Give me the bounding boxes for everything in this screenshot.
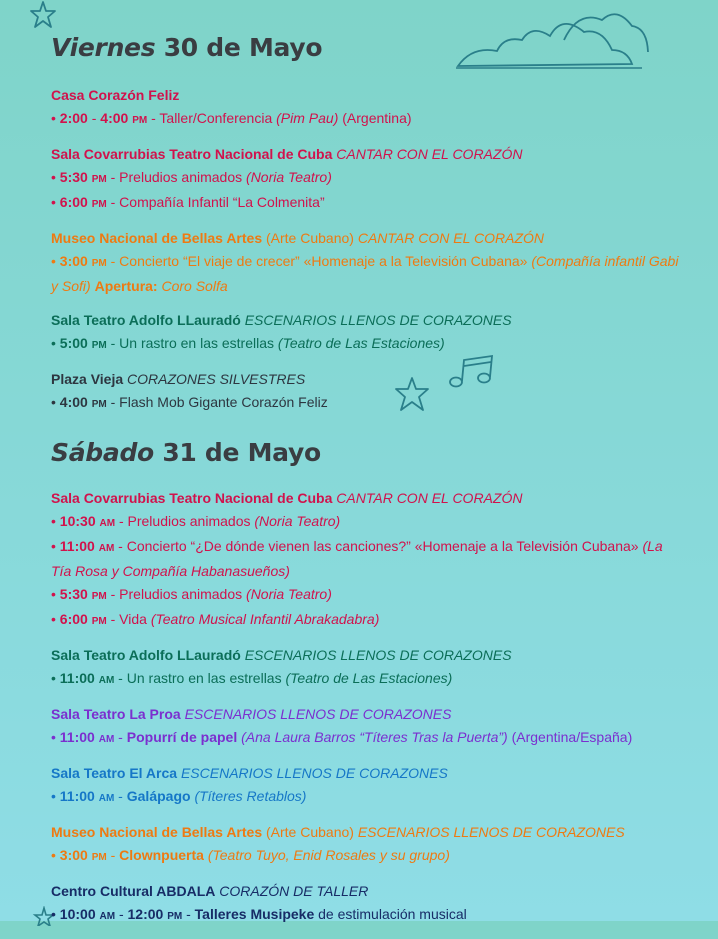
event-item: • 6:00 PM - Compañía Infantil “La Colmenita” (51, 194, 325, 210)
program-name: ESCENARIOS LLENOS DE CORAZONES (184, 706, 452, 722)
day-date: 30 de Mayo (163, 33, 323, 62)
event-item: • 4:00 PM - Flash Mob Gigante Corazón Feliz (51, 394, 328, 410)
event-item: • 5:00 PM - Un rastro en las estrellas (Teatro de Las Estaciones) (51, 335, 445, 351)
day-heading (51, 438, 321, 467)
day-schedule-saturday (51, 487, 681, 939)
program-name: ESCENARIOS LLENOS DE CORAZONES (244, 312, 512, 328)
venue-name: Casa Corazón Feliz (51, 87, 180, 103)
event-item: • 10:00 AM - 12:00 PM - Talleres Musipeke de estimulación musical (51, 906, 467, 922)
program-name: ESCENARIOS LLENOS DE CORAZONES (180, 765, 448, 781)
program-name: CORAZONES SILVESTRES (127, 371, 306, 387)
venue-name: Sala Covarrubias Teatro Nacional de Cuba (51, 490, 333, 506)
day-name: Sábado (51, 438, 154, 467)
clouds-illustration (452, 6, 652, 72)
program-name: CANTAR CON EL CORAZÓN (336, 490, 523, 506)
venue-block (51, 368, 681, 416)
venue-block (51, 762, 681, 810)
venue-name: Sala Covarrubias Teatro Nacional de Cuba (51, 146, 333, 162)
venue-name: Museo Nacional de Bellas Artes (51, 824, 263, 840)
venue-name: Sala Teatro Adolfo LLauradó (51, 647, 241, 663)
venue-block (51, 703, 681, 751)
venue-block (51, 309, 681, 357)
event-item: • 11:00 AM - Galápago (Títeres Retablos) (51, 788, 307, 804)
venue-block (51, 821, 681, 869)
day-schedule-friday (51, 84, 681, 427)
venue-name: Sala Teatro Adolfo LLauradó (51, 312, 241, 328)
event-item: • 3:00 PM - Concierto “El viaje de crecer” «Homenaje a la Televisión Cubana» (Compañía infantil Gabi y Sofi) Apertura: Coro Solfa (51, 253, 679, 294)
venue-name: Centro Cultural ABDALA (51, 883, 216, 899)
venue-name: Sala Teatro El Arca (51, 765, 178, 781)
event-item: • 10:30 AM - Preludios animados (Noria Teatro) (51, 513, 341, 529)
venue-name: Sala Teatro La Proa (51, 706, 181, 722)
venue-name: Museo Nacional de Bellas Artes (51, 230, 263, 246)
program-name: CANTAR CON EL CORAZÓN (357, 230, 544, 246)
day-date: 31 de Mayo (162, 438, 321, 467)
day-heading (51, 33, 322, 62)
event-item: • 11:00 AM - Un rastro en las estrellas (Teatro de Las Estaciones) (51, 670, 453, 686)
program-name: CORAZÓN DE TALLER (219, 883, 369, 899)
venue-qualifier: (Arte Cubano) (266, 824, 354, 840)
star-icon (28, 0, 58, 30)
event-item: • 3:00 PM - Clownpuerta (Teatro Tuyo, Enid Rosales y su grupo) (51, 847, 450, 863)
venue-name: Plaza Vieja (51, 371, 124, 387)
event-item: • 2:00 - 4:00 PM - Taller/Conferencia (Pim Pau) (Argentina) (51, 110, 412, 126)
event-item: • 6:00 PM - Vida (Teatro Musical Infantil Abrakadabra) (51, 611, 380, 627)
event-item: • 11:00 AM - Concierto “¿De dónde vienen las canciones?” «Homenaje a la Televisión Cubana» (La Tía Rosa y Compañía Habanasueños) (51, 538, 663, 579)
day-name: Viernes (51, 33, 156, 62)
program-name: CANTAR CON EL CORAZÓN (336, 146, 523, 162)
program-name: ESCENARIOS LLENOS DE CORAZONES (357, 824, 625, 840)
venue-qualifier: (Arte Cubano) (266, 230, 354, 246)
venue-block (51, 227, 681, 298)
venue-block (51, 143, 681, 216)
venue-block (51, 487, 681, 633)
venue-block (51, 84, 681, 132)
event-item: • 5:30 PM - Preludios animados (Noria Teatro) (51, 169, 332, 185)
event-item: • 5:30 PM - Preludios animados (Noria Teatro) (51, 586, 332, 602)
program-name: ESCENARIOS LLENOS DE CORAZONES (244, 647, 512, 663)
event-item: • 11:00 AM - Popurrí de papel (Ana Laura Barros “Títeres Tras la Puerta”) (Argentina/España) (51, 729, 633, 745)
venue-block (51, 644, 681, 692)
